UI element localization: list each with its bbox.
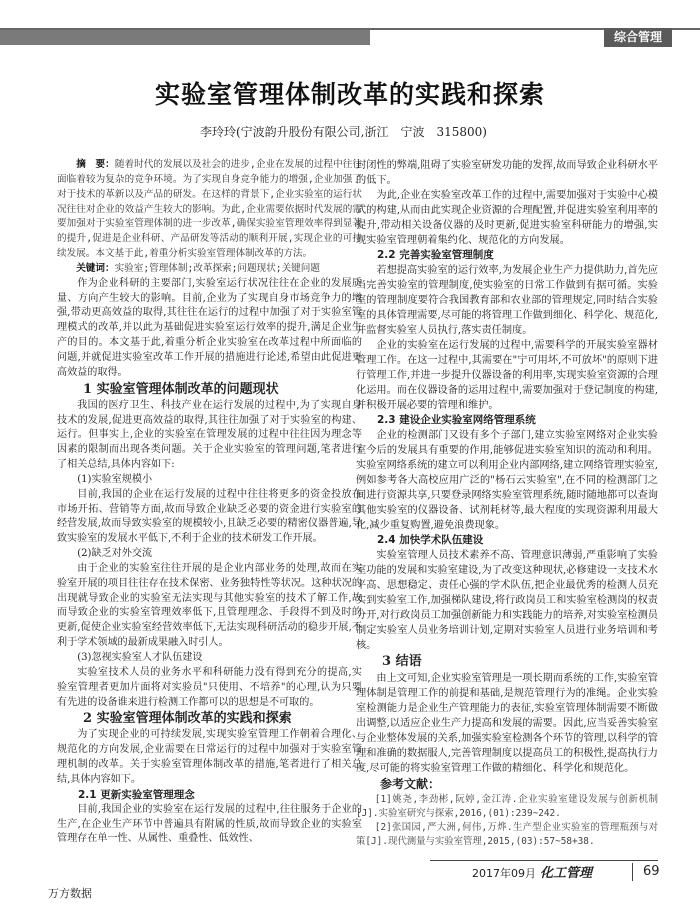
subpoint-1-text: 目前,我国的企业在运行发展的过程中往往将更多的资金投放在市场开拓、营销等方面,故而导致企业缺乏必要的资金进行实验室的经营发展,故而导致实验室的规模较小,且缺乏必要的精密仪器普遍,导致实验室的发展水平低下,不利于企业的技术研发工作开展。	[57, 488, 362, 545]
page-number: 69	[643, 864, 660, 879]
subsection-2-4-text: 实验室管理人员技术素养不高、管理意识薄弱,严重影响了实验室功能的发展和实验室建设,为了改变这种现状,必修建设一支技术水平高、思想稳定、责任心强的学术队伍,把企业最优秀的检测人员充实到实验室工作,加强梯队建设,将行政岗员工和实验室检测岗的权责分开,对行政岗员工加强创新能力和实践能力的培养,对实验室检测员制定实验室人员业务培训计划,定期对实验室人员进行业务培训和考核。	[356, 550, 658, 651]
reference-1: [1]姚尧,李劲彬,阮婷,金江涛.企业实验室建设发展与创新机制[J].实验室研究与探索,2016,(01):239~242.	[356, 794, 658, 819]
references-heading: 参考文献：	[380, 777, 441, 791]
abstract-label: 摘 要：	[76, 159, 115, 170]
subsection-2-3-heading: 2.3 建设企业实验室网络管理系统	[377, 414, 536, 426]
section-1-intro: 我国的医疗卫生、科技产业在运行发展的过程中,为了实现自身技术的发展,促进更高效益的取得,其往往加强了对于实验室的构建、运行。但事实上,企业的实验室在管理发展的过程中往往因为理念等因素的限制而出现各类问题。关于企业实验室的管理问题,笔者进行了相关总结,具体内容如下:	[57, 399, 362, 471]
subsection-2-3-text: 企业的检测部门又设有多个子部门,建立实验室网络对企业实验室今后的发展具有重要的作用,能够促进实验室知识的流动和利用。实验室网络系统的建立可以利用企业内部网络,建立网络管理实验室,例如参考各大高校应用广泛的"杨石云实验室",在不同的检测部门之间进行资源共享,只要登录网络实验室管理系统,随时随地都可以查询其他实验室的仪器设备、试剂耗材等,最大程度的实现资源利用最大化,减少重复购置,避免浪费现象。	[356, 430, 658, 531]
left-column	[57, 158, 362, 847]
subpoint-3-title: (3)忽视实验室人才队伍建设	[77, 652, 203, 663]
keywords-label: 关键词：	[76, 262, 115, 274]
subsection-2-2-heading: 2.2 完善实验室管理制度	[377, 249, 494, 261]
keywords	[57, 262, 362, 277]
footer-divider	[632, 863, 633, 881]
subpoint-2-text: 由于企业的实验室往往开展的是企业内部业务的处理,故而在实验室开展的项目往往存在技术保密、业务独特性等状况。这种状况的出现就导致企业的实验室无法实现与其他实验室的技术了解工作,故而导致企业的实验室管理效率低下,且管理理念、手段得不到及时的更新,促使企业实验室经营效率低下,无法实现科研活动的稳步开展,不利于学术领域的最新成果融入时引人。	[57, 562, 362, 649]
subsection-2-1-text-a: 目前,我国企业的实验室在运行发展的过程中,往往服务于企业的生产,在企业生产环节中普遍具有附属的性质,故而导致企业的实验室管理存在单一性、从属性、重叠性、低效性、	[57, 803, 362, 845]
intro-paragraph: 作为企业科研的主要部门,实验室运行状况往往在企业的发展质量、方向产生较大的影响。目前,企业为了实现自身市场竞争力的增强,带动更高效益的取得,其往往在运行的过程中加强了对于实验室管理模式的改革,并以此为基础促进实验室运行效率的提升,满足企业生产的目的。本文基于此,着重分析企业实验室在改革过程中所面临的问题,并就促进实验室改革工作开展的措施进行论述,希望由此促进更高效益的取得。	[57, 277, 362, 378]
section-1-heading: 1 实验室管理体制改革的问题现状	[83, 381, 279, 397]
author-line: 李玲玲(宁波韵升股份有限公司,浙江 宁波 315800)	[200, 125, 487, 139]
reference-2: [2]张国园,严大洲,何伟,万烨.生产型企业实验室的管理瓶颈与对策[J].现代测量与实验室管理,2015,(03):57~58+38.	[356, 822, 658, 847]
subsection-2-4-heading: 2.4 加快学术队伍建设	[377, 534, 484, 546]
abstract-text: 随着时代的发展以及社会的进步,企业在发展的过程中往往面临着较为复杂的竞争环境。为了实现自身竞争能力的增强,企业加强了对于技术的革新以及产品的研发。在这样的背景下,企业实验室的运行状况往往对企业的效益产生较大的影响。为此,企业需要依据时代发展的需要加强对于实验室管理体制的进一步改革,确保实验室管理效率得到显著的提升,促进是企业科研、产品研发等活动的顺利开展,实现企业的可持续发展。本文基于此,着重分析实验室管理体制改革的方法。	[57, 159, 362, 260]
conclusion-text: 由上文可知,企业实验室管理是一项长期而系统的工作,实验室管理体制是管理工作的前提和基础,是规范管理行为的准绳。企业实验室检测能力是企业生产管理能力的表征,实验室管理体制需要不断做出调整,以适应企业生产力提高和发展的需要。因此,应当妥善实验室与企业整体发展的关系,加强实验室检测各个环节的管理,以科学的管理和准确的数据服人,完善管理制度以提高员工的积极性,提高执行力度,尽可能的将实验室管理工作做的精细化、科学化和规范化。	[356, 673, 658, 774]
watermark-text: 万方数据	[48, 887, 92, 900]
footer-rule	[430, 860, 658, 861]
subpoint-1-title: (1)实验室规模小	[77, 473, 153, 485]
keywords-text: 实验室;管理体制;改革探索;问题现状;关键问题	[114, 262, 320, 274]
subpoint-2-title: (2)缺乏对外交流	[77, 548, 153, 560]
subsection-2-2-text-a: 若想提高实验室的运行效率,为发展企业生产力提供助力,首先应当完善实验室的管理制度,使实验室的日常工作做到有据可循。实验室的管理制度要符合我国教育部和农业部的管理规定,同时结合实验室的具体管理需要,尽可能的将管理工作做到细化、科学化、规范化,并监督实验室人员执行,落实责任制度。	[356, 265, 658, 336]
subsection-2-1-heading: 2.1 更新实验室管理理念	[78, 788, 195, 801]
section-2-heading: 2 实验室管理体制改革的实践和探索	[83, 711, 292, 727]
right-column	[356, 158, 658, 849]
section-3-heading: 3 结语	[382, 654, 422, 669]
footer-date: 2017年09月	[472, 867, 536, 880]
abstract	[57, 158, 362, 262]
section-2-intro: 为了实现企业的可持续发展,实现实验室管理工作朝着合理化、规范化的方向发展,企业需要在日常运行的过程中加强对于实验室管理机制的改革。关于实验室管理体制改革的措施,笔者进行了相关总结,具体内容如下。	[57, 729, 362, 785]
article-title: 实验室管理体制改革的实践和探索	[154, 80, 545, 109]
footer-journal-name: 化工管理	[540, 866, 593, 881]
subsection-2-1-text-b: 封闭性的弊端,阻碍了实验室研发功能的发挥,故而导致企业科研水平的低下。	[356, 160, 658, 186]
subsection-2-1-text-c: 为此,企业在实验室改革工作的过程中,需要加强对于实验中心模式的构建,从而由此实现企业资源的合理配置,并促进实验室利用率的提升,带动相关设备仪器的及时更新,促进实验室科研能力的增强,实现实验室管理朝着集约化、规范化的方向发展。	[356, 190, 658, 246]
section-label: 综合管理	[604, 28, 672, 47]
header-bar	[0, 30, 370, 45]
subpoint-3-text: 实验室技术人员的业务水平和科研能力没有得到充分的提高,实验室管理者更加片面将对实验员"只使用、不培养"的心理,认为只要有先进的设备谁来进行检测工作都可以的思想是不可取的。	[57, 666, 362, 708]
subsection-2-2-text-b: 企业的实验室在运行发展的过程中,需要科学的开展实验室器材管理工作。在这一过程中,其需要在"宁可用坏,不可放坏"的原则下进行管理工作,并进一步提升仪器设备的利用率,实现实验室资源的合理化运用。而在仪器设备的运用过程中,需要加强对于登记制度的构建,并积极开展必要的管理和维护。	[356, 340, 658, 411]
